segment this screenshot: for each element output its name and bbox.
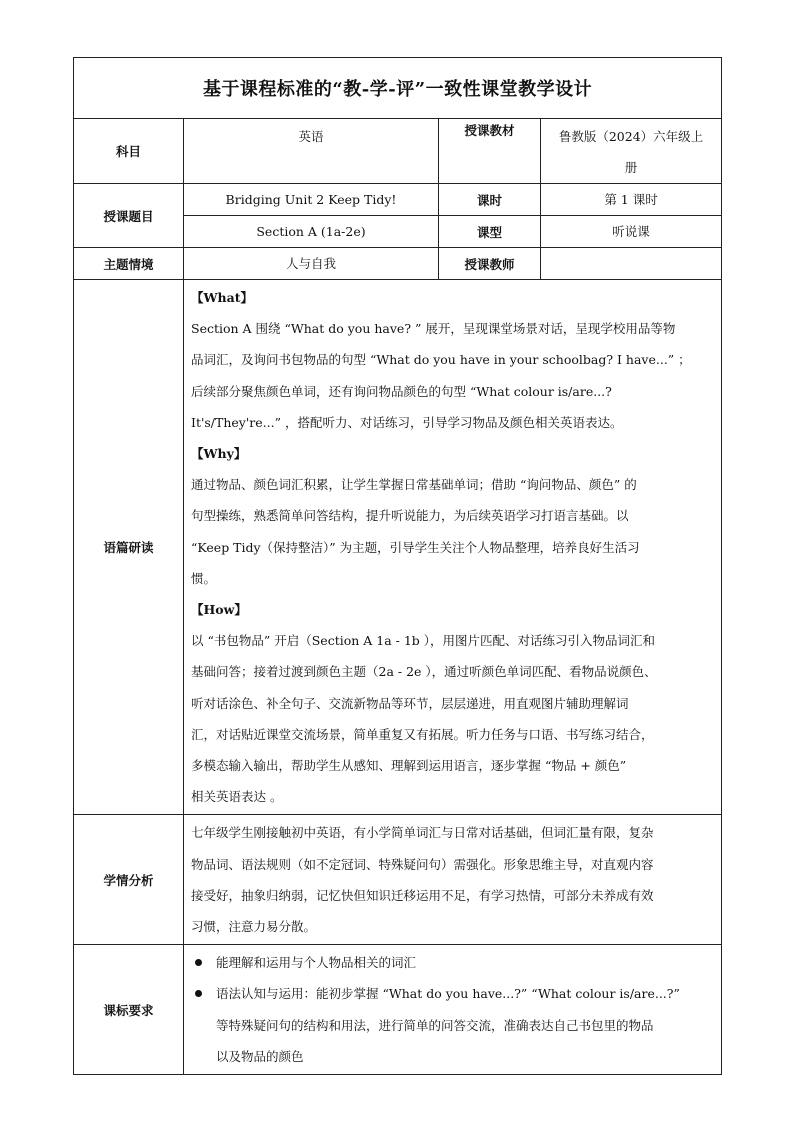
document-title: 基于课程标准的“教-学-评”一致性课堂教学设计 bbox=[74, 58, 722, 119]
textbook-value bbox=[541, 119, 722, 184]
standards-item-text: 语法认知与运用：能初步掌握 “What do you have...?” “What colour is/are...?” bbox=[216, 986, 680, 1002]
period-value: 第 1 课时 bbox=[541, 184, 722, 216]
theme-label: 主题情境 bbox=[74, 248, 184, 280]
standards-list bbox=[184, 947, 715, 1072]
subject-value: 英语 bbox=[184, 119, 439, 184]
analysis-line: 相关英语表达 。 bbox=[191, 789, 283, 805]
students-line: 七年级学生刚接触初中英语，有小学简单词汇与日常对话基础，但词汇量有限，复杂 bbox=[191, 825, 654, 841]
standards-item bbox=[184, 978, 715, 1072]
topic-line-2: Section A (1a-2e) bbox=[184, 216, 439, 248]
teacher-value bbox=[541, 248, 722, 280]
standards-content bbox=[184, 945, 722, 1075]
students-line: 物品词、语法规则（如不定冠词、特殊疑问句）需强化。形象思维主导，对直观内容 bbox=[191, 856, 654, 872]
analysis-line: Section A 围绕 “What do you have? ” 展开，呈现课堂场景对话，呈现学校用品等物 bbox=[191, 321, 676, 337]
topic-label: 授课题目 bbox=[74, 184, 184, 248]
analysis-label: 语篇研读 bbox=[74, 280, 184, 815]
analysis-line: 品词汇，及询问书包物品的句型 “What do you have in your schoolbag? I have...” ； bbox=[191, 352, 691, 368]
analysis-line: 多模态输入输出，帮助学生从感知、理解到运用语言，逐步掌握 “物品 + 颜色” bbox=[191, 758, 627, 774]
textbook-line-2: 册 bbox=[624, 160, 638, 175]
textbook-label: 授课教材 bbox=[439, 119, 541, 184]
standards-item bbox=[184, 947, 715, 978]
students-label: 学情分析 bbox=[74, 815, 184, 945]
analysis-line: “Keep Tidy（保持整洁）” 为主题，引导学生关注个人物品整理，培养良好生活习 bbox=[191, 539, 640, 555]
subject-label: 科目 bbox=[74, 119, 184, 184]
analysis-line: 通过物品、颜色词汇积累，让学生掌握日常基础单词；借助 “询问物品、颜色” 的 bbox=[191, 477, 637, 493]
textbook-line-1: 鲁教版（2024）六年级上 bbox=[558, 129, 704, 144]
analysis-line: 基础问答；接着过渡到颜色主题（2a - 2e ），通过听颜色单词匹配、看物品说颜色、 bbox=[191, 664, 657, 680]
period-label: 课时 bbox=[439, 184, 541, 216]
analysis-line: It's/They're...” ，搭配听力、对话练习，引导学习物品及颜色相关英语表达。 bbox=[191, 414, 623, 430]
analysis-line: 后续部分聚焦颜色单词，还有询问物品颜色的句型 “What colour is/are...? bbox=[191, 383, 612, 399]
students-line: 习惯，注意力易分散。 bbox=[191, 919, 317, 935]
analysis-line: 惯。 bbox=[191, 570, 217, 586]
type-value: 听说课 bbox=[541, 216, 722, 248]
students-content bbox=[184, 815, 722, 945]
analysis-content bbox=[184, 280, 722, 815]
lesson-plan-table bbox=[73, 57, 722, 1075]
standards-item-text: 能理解和运用与个人物品相关的词汇 bbox=[216, 955, 417, 971]
students-line: 接受好，抽象归纳弱，记忆快但知识迁移运用不足，有学习热情，可部分未养成有效 bbox=[191, 887, 654, 903]
type-label: 课型 bbox=[439, 216, 541, 248]
theme-value: 人与自我 bbox=[184, 248, 439, 280]
topic-line-1: Bridging Unit 2 Keep Tidy! bbox=[184, 184, 439, 216]
standards-label: 课标要求 bbox=[74, 945, 184, 1075]
standards-item-text: 以及物品的颜色 bbox=[216, 1048, 304, 1064]
what-heading: 【What】 bbox=[191, 290, 253, 305]
analysis-line: 汇，对话贴近课堂交流场景，简单重复又有拓展。听力任务与口语、书写练习结合， bbox=[191, 726, 654, 742]
analysis-line: 听对话涂色、补全句子、交流新物品等环节，层层递进，用直观图片辅助理解词 bbox=[191, 695, 629, 711]
analysis-line: 句型操练，熟悉简单问答结构，提升听说能力，为后续英语学习打语言基础。以 bbox=[191, 508, 629, 524]
why-heading: 【Why】 bbox=[191, 446, 247, 462]
teacher-label: 授课教师 bbox=[439, 248, 541, 280]
analysis-line: 以 “书包物品” 开启（Section A 1a - 1b ），用图片匹配、对话练习引入物品词汇和 bbox=[191, 633, 656, 649]
how-heading: 【How】 bbox=[191, 602, 247, 618]
standards-item-text: 等特殊疑问句的结构和用法，进行简单的问答交流，准确表达自己书包里的物品 bbox=[216, 1017, 654, 1033]
